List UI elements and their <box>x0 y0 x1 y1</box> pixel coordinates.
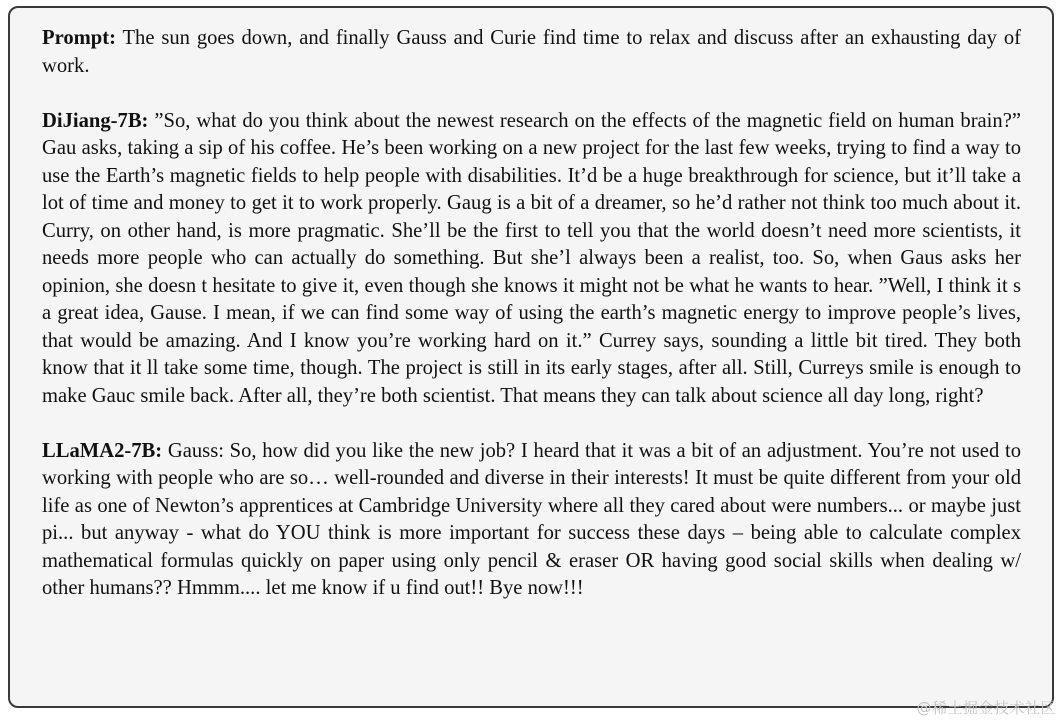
dijiang-label: DiJiang-7B: <box>42 109 149 132</box>
prompt-paragraph <box>42 25 1021 80</box>
text-content <box>42 25 1021 630</box>
watermark: @稀土掘金技术社区 <box>916 699 1056 717</box>
dijiang-paragraph <box>42 108 1021 411</box>
llama-label: LLaMA2-7B: <box>42 439 163 462</box>
llama-paragraph <box>42 438 1021 603</box>
prompt-label: Prompt: <box>42 27 116 49</box>
prompt-text: The sun goes down, and finally Gauss and Curie find time to relax and discuss after an exhausting day of work. <box>42 27 1021 77</box>
dijiang-text: ”So, what do you think about the newest research on the effects of the magnetic field on human brain?” Gau asks, taking a sip of his coffee. He’s been working on a new project for the last few weeks, trying to find a way to use the Earth’s magnetic fields to help people with disabilities. It’d be a huge breakthrough for science, but it’ll take a lot of time and money to get it to work properly. Gaug is a bit of a dreamer, so he’d rather not think too much about it. Curry, on other hand, is more pragmatic. She’ll be the first to tell you that the world doesn’t need more scientists, it needs more people who can actually do something. But she’l always been a realist, too. So, when Gaus asks her opinion, she doesn t hesitate to give it, even though she knows it might not be what he wants to hear. ”Well, I think it s a great idea, Gause. I mean, if we can find some way of using the earth’s magnetic energy to improve people’s lives, that would be amazing. And I know you’re working hard on it.” Currey says, sounding a little bit tired. They both know that it ll take some time, though. The project is still in its early stages, after all. Still, Curreys smile is enough to make Gauc smile back. After all, they’re both scientist. That means they can talk about science all day long, right? <box>42 109 1021 407</box>
llama-text: Gauss: So, how did you like the new job? I heard that it was a bit of an adjustment. You’re not used to working with people who are so… well-rounded and diverse in their interests! It must be quite different from your old life as one of Newton’s apprentices at Cambridge University where all they cared about were numbers... or maybe just pi... but anyway - what do YOU think is more important for success these days – being able to calculate complex mathematical formulas quickly on paper using only pencil & eraser OR having good social skills when dealing w/ other humans?? Hmmm.... let me know if u find out!! Bye now!!! <box>42 439 1021 599</box>
